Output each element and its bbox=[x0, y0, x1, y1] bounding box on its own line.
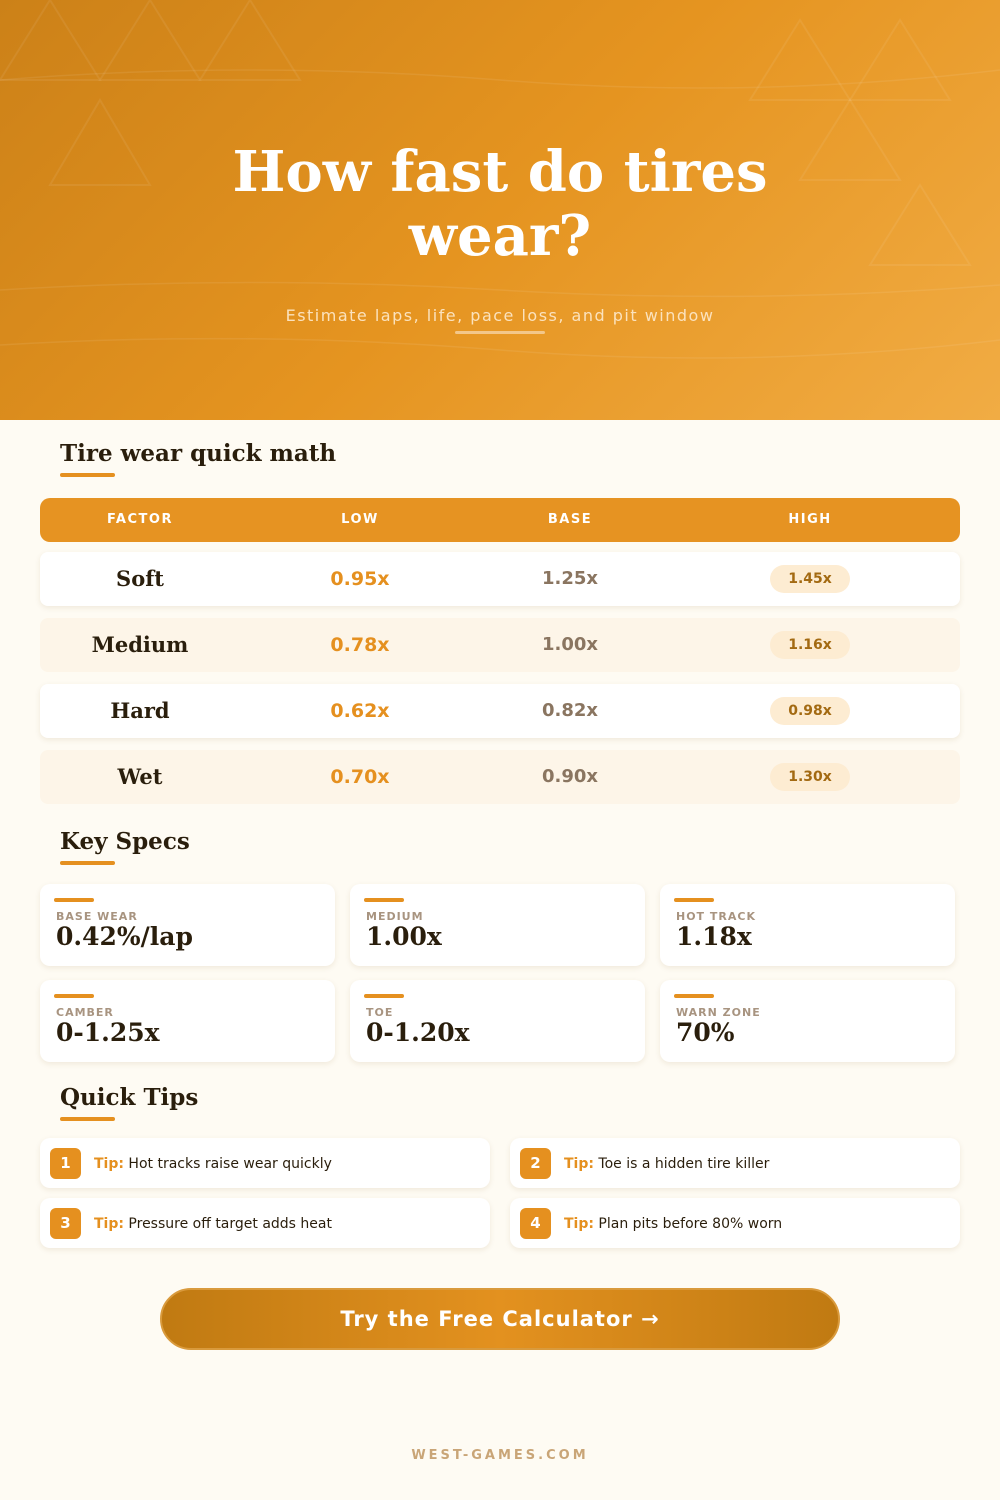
section-underline bbox=[60, 473, 115, 477]
tip-number-badge: 3 bbox=[50, 1208, 81, 1239]
spec-value: 0-1.25x bbox=[56, 1018, 160, 1047]
table-header bbox=[40, 498, 960, 542]
section-underline bbox=[60, 861, 115, 865]
spec-value: 1.18x bbox=[676, 922, 752, 951]
spec-value: 0-1.20x bbox=[366, 1018, 470, 1047]
low-cell: 0.70x bbox=[330, 766, 390, 788]
section-underline bbox=[60, 1117, 115, 1121]
spec-accent-bar bbox=[674, 898, 714, 902]
tip-text bbox=[564, 1198, 782, 1248]
tip-prefix: Tip: bbox=[564, 1156, 594, 1172]
page-title: How fast do tires wear? bbox=[232, 139, 768, 269]
tip-prefix: Tip: bbox=[94, 1216, 124, 1232]
try-calculator-button[interactable]: Try the Free Calculator → bbox=[160, 1288, 840, 1350]
base-cell: 1.25x bbox=[541, 568, 599, 589]
tip-body: Hot tracks raise wear quickly bbox=[128, 1156, 332, 1172]
tip-text bbox=[94, 1198, 332, 1248]
tip-card bbox=[510, 1138, 960, 1188]
tip-body: Pressure off target adds heat bbox=[128, 1216, 332, 1232]
spec-value: 70% bbox=[676, 1018, 735, 1047]
spec-accent-bar bbox=[364, 994, 404, 998]
tip-number-badge: 2 bbox=[520, 1148, 551, 1179]
spec-accent-bar bbox=[54, 898, 94, 902]
section-title-quick-tips: Quick Tips bbox=[60, 1084, 199, 1111]
tip-text bbox=[94, 1138, 332, 1188]
base-cell: 1.00x bbox=[541, 634, 599, 655]
table-row bbox=[40, 684, 960, 738]
base-cell: 0.82x bbox=[541, 700, 599, 721]
table-row bbox=[40, 618, 960, 672]
tip-prefix: Tip: bbox=[94, 1156, 124, 1172]
low-cell: 0.62x bbox=[330, 700, 390, 722]
spec-accent-bar bbox=[54, 994, 94, 998]
column-header-base: BASE bbox=[547, 512, 593, 527]
spec-card bbox=[660, 884, 955, 966]
low-cell: 0.95x bbox=[330, 568, 390, 590]
section-title-key-specs: Key Specs bbox=[60, 828, 190, 855]
spec-accent-bar bbox=[364, 898, 404, 902]
section-title-quick-math: Tire wear quick math bbox=[60, 440, 337, 467]
high-badge: 1.16x bbox=[770, 631, 850, 659]
table-row bbox=[40, 750, 960, 804]
high-badge: 1.45x bbox=[770, 565, 850, 593]
factor-cell: Wet bbox=[117, 764, 163, 789]
tip-body: Toe is a hidden tire killer bbox=[598, 1156, 770, 1172]
column-header-high: HIGH bbox=[788, 512, 832, 527]
spec-value: 1.00x bbox=[366, 922, 442, 951]
tip-card bbox=[40, 1198, 490, 1248]
footer-site-link[interactable]: WEST-GAMES.COM bbox=[411, 1448, 589, 1463]
spec-label: MEDIUM bbox=[366, 910, 424, 923]
spec-card bbox=[350, 980, 645, 1062]
spec-label: WARN ZONE bbox=[676, 1006, 761, 1019]
factor-cell: Medium bbox=[91, 632, 189, 657]
base-cell: 0.90x bbox=[541, 766, 599, 787]
factor-cell: Soft bbox=[116, 566, 164, 591]
hero-banner bbox=[0, 0, 1000, 420]
spec-label: BASE WEAR bbox=[56, 910, 138, 923]
table-row bbox=[40, 552, 960, 606]
tip-card bbox=[40, 1138, 490, 1188]
spec-label: CAMBER bbox=[56, 1006, 114, 1019]
spec-label: TOE bbox=[366, 1006, 394, 1019]
spec-accent-bar bbox=[674, 994, 714, 998]
tip-text bbox=[564, 1138, 769, 1188]
spec-card bbox=[350, 884, 645, 966]
spec-card bbox=[40, 980, 335, 1062]
column-header-low: LOW bbox=[341, 512, 379, 527]
spec-card bbox=[40, 884, 335, 966]
subtitle-underline bbox=[455, 331, 545, 334]
factor-cell: Hard bbox=[110, 698, 170, 723]
low-cell: 0.78x bbox=[330, 634, 390, 656]
tip-body: Plan pits before 80% worn bbox=[598, 1216, 783, 1232]
high-badge: 1.30x bbox=[770, 763, 850, 791]
spec-value: 0.42%/lap bbox=[56, 922, 193, 951]
spec-label: HOT TRACK bbox=[676, 910, 756, 923]
tip-prefix: Tip: bbox=[564, 1216, 594, 1232]
tip-number-badge: 4 bbox=[520, 1208, 551, 1239]
tip-number-badge: 1 bbox=[50, 1148, 81, 1179]
high-badge: 0.98x bbox=[770, 697, 850, 725]
column-header-factor: FACTOR bbox=[107, 512, 173, 527]
page-subtitle: Estimate laps, life, pace loss, and pit window bbox=[285, 306, 715, 325]
tip-card bbox=[510, 1198, 960, 1248]
spec-card bbox=[660, 980, 955, 1062]
